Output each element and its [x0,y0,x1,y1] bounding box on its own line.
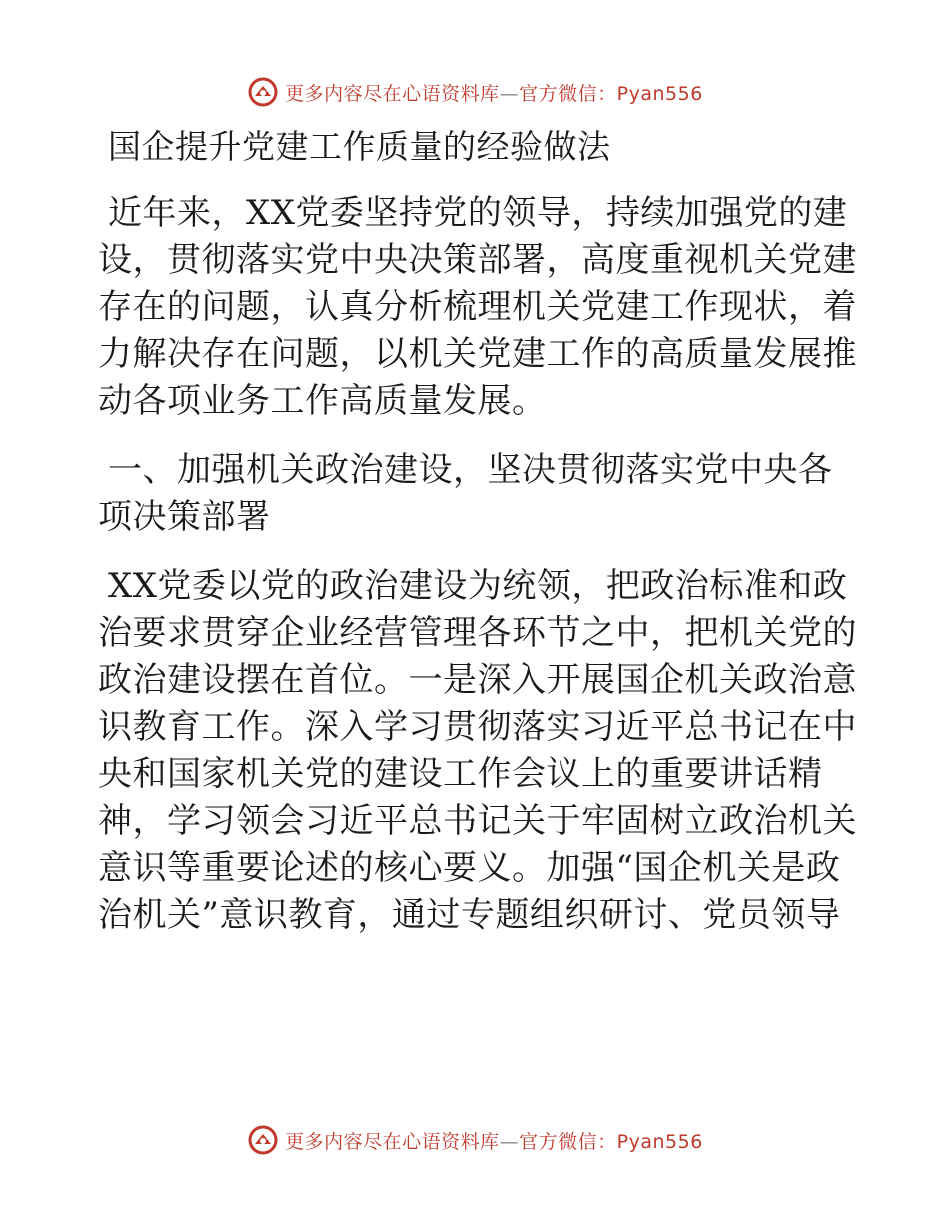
document-body [98,122,858,939]
paragraph-intro [98,190,858,425]
logo-icon [247,1124,279,1156]
text-line: 力解决存在问题，以机关党建工作的高质量发展推 [98,334,857,374]
text-line: 央和国家机关党的建设工作会议上的重要讲话精 [98,754,823,794]
paragraph-section-1 [98,563,858,939]
document-title: 国企提升党建工作质量的经验做法 [108,127,611,166]
text-line: 治机关”意识教育，通过专题组织研讨、党员领导 [98,895,841,935]
text-line: 意识等重要论述的核心要义。加强“国企机关是政 [98,848,841,888]
text-line: 近年来，XX党委坚持党的领导，持续加强党的建 [108,193,848,233]
text-line: 设，贯彻落实党中央决策部署，高度重视机关党建 [98,240,857,280]
text-line: XX党委以党的政治建设为统领，把政治标准和政 [108,566,848,606]
watermark-text: 更多内容尽在心语资料库—官方微信：Pyan556 [285,1130,703,1153]
logo-icon [247,76,279,108]
text-line: 动各项业务工作高质量发展。 [98,381,547,421]
text-line: 治要求贯穿企业经营管理各环节之中，把机关党的 [98,613,857,653]
text-line: 识教育工作。深入学习贯彻落实习近平总书记在中 [98,707,857,747]
watermark-banner-top [0,72,950,112]
watermark-banner-bottom [0,1120,950,1160]
text-line: 政治建设摆在首位。一是深入开展国企机关政治意 [98,660,857,700]
watermark-text: 更多内容尽在心语资料库—官方微信：Pyan556 [285,82,703,105]
text-line: 神，学习领会习近平总书记关于牢固树立政治机关 [98,801,857,841]
heading-line: 一、加强机关政治建设，坚决贯彻落实党中央各 [108,450,833,490]
heading-line: 项决策部署 [98,497,271,537]
text-line: 存在的问题，认真分析梳理机关党建工作现状，着 [98,287,857,327]
section-heading-1 [98,447,858,541]
